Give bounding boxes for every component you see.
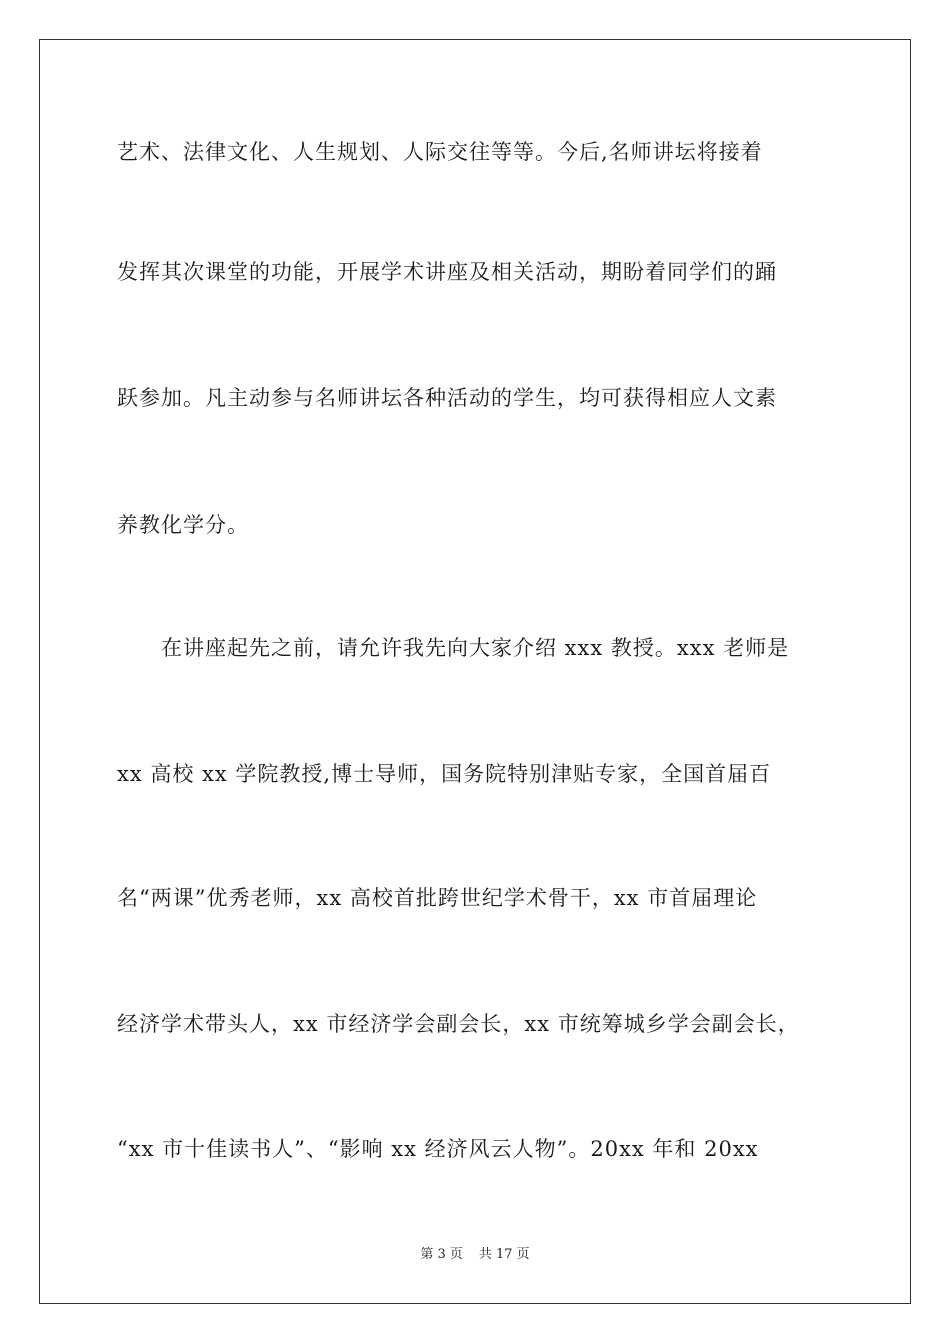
page-total: 共 17 页 [478, 1247, 530, 1262]
page-border [39, 39, 911, 1304]
text-line-6: xx 高校 xx 学院教授,博士导师，国务院特别津贴专家，全国首届百 [117, 762, 772, 786]
text-line-9: “xx 市十佳读书人”、“影响 xx 经济风云人物”。20xx 年和 20xx [117, 1137, 759, 1161]
text-line-7: 名“两课”优秀老师，xx 高校首批跨世纪学术骨干，xx 市首届理论 [117, 886, 758, 910]
text-line-5: 在讲座起先之前，请允许我先向大家介绍 xxx 教授。xxx 老师是 [117, 636, 790, 660]
page-footer [0, 1246, 950, 1264]
text-line-8: 经济学术带头人，xx 市经济学会副会长，xx 市统筹城乡学会副会长， [117, 1012, 800, 1036]
text-line-2: 发挥其次课堂的功能，开展学术讲座及相关活动，期盼着同学们的踊 [117, 260, 777, 284]
text-line-4: 养教化学分。 [117, 513, 249, 537]
page-number: 第 3 页 [420, 1247, 463, 1262]
text-line-1: 艺术、法律文化、人生规划、人际交往等等。今后,名师讲坛将接着 [117, 140, 763, 164]
text-line-3: 跃参加。凡主动参与名师讲坛各种活动的学生，均可获得相应人文素 [117, 386, 777, 410]
